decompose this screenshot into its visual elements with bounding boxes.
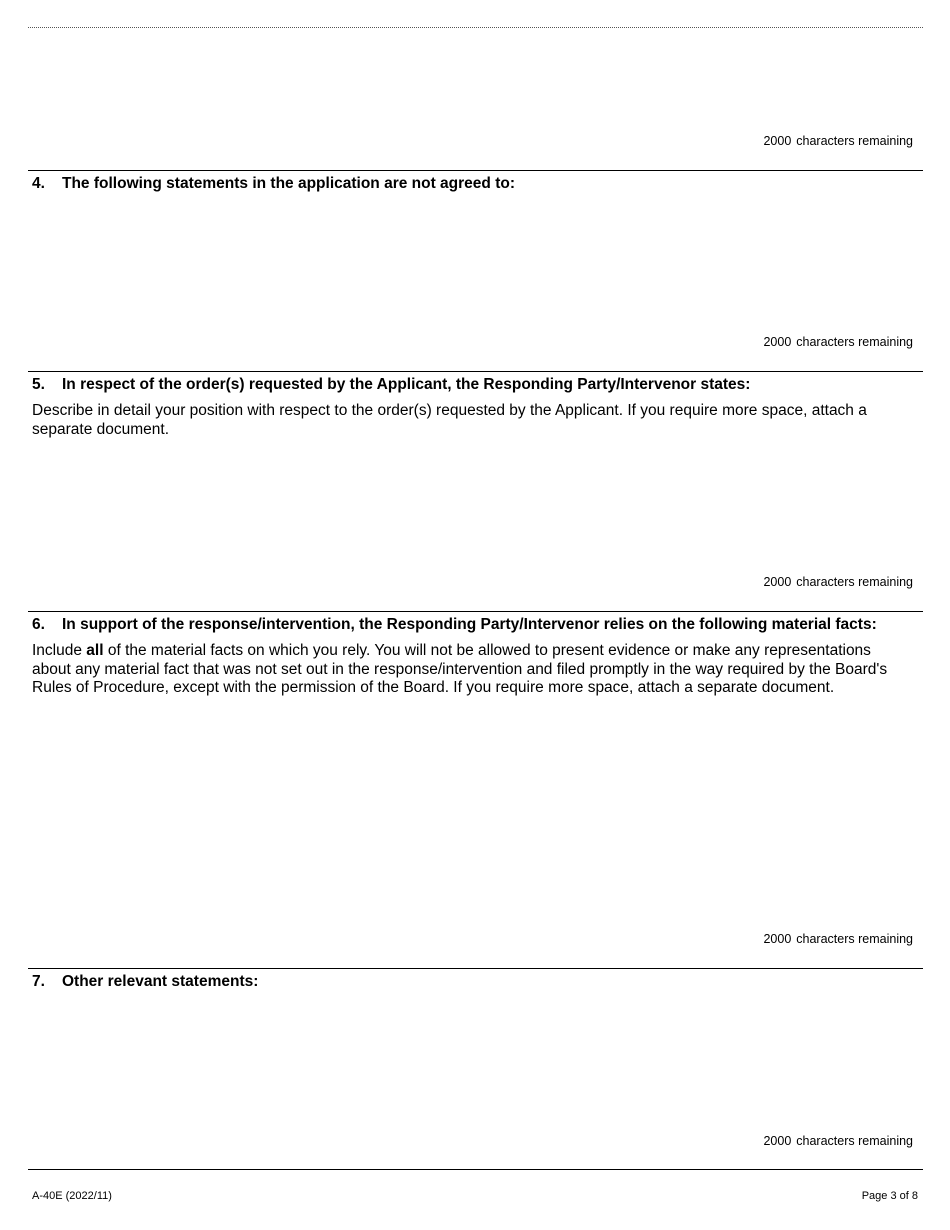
footer-divider [28, 1169, 923, 1170]
section-6-heading: 6. In support of the response/intervention, the Responding Party/Intervenor relies on the following material facts: [32, 616, 877, 633]
section-5-heading: 5. In respect of the order(s) requested by the Applicant, the Responding Party/Intervenor states: [32, 376, 751, 393]
section-7-heading: 7. Other relevant statements: [32, 973, 259, 990]
section-3-text-field[interactable] [32, 34, 918, 133]
section-7-text-field[interactable] [32, 998, 918, 1132]
section-4-divider [28, 170, 923, 171]
section-6-instructions: Include all of the material facts on which you rely. You will not be allowed to present evidence or make any representations about any material fact that was not set out in the response/intervention and filed promptly in the way required by the Board's Rules of Procedure, except with the permission of the Board. If you require more space, attach a separate document. [32, 642, 888, 696]
section-5-instructions: Describe in detail your position with respect to the order(s) requested by the Applicant. If you require more space, attach a separate document. [32, 402, 867, 438]
section-5-char-counter: 2000 characters remaining [763, 575, 913, 589]
page-number: Page 3 of 8 [861, 1190, 918, 1202]
section-3-char-counter: 2000 characters remaining [763, 134, 913, 148]
top-divider [28, 27, 923, 28]
section-4-heading: 4. The following statements in the application are not agreed to: [32, 175, 515, 192]
section-4-char-counter: 2000 characters remaining [763, 335, 913, 349]
section-5-divider [28, 371, 923, 372]
section-5-text-field[interactable] [32, 445, 918, 574]
section-6-text-field[interactable] [32, 705, 918, 931]
section-6-char-counter: 2000 characters remaining [763, 932, 913, 946]
section-7-divider [28, 968, 923, 969]
section-6-divider [28, 611, 923, 612]
section-4-text-field[interactable] [32, 200, 918, 332]
section-7-char-counter: 2000 characters remaining [763, 1134, 913, 1148]
form-code: A-40E (2022/11) [32, 1190, 112, 1202]
